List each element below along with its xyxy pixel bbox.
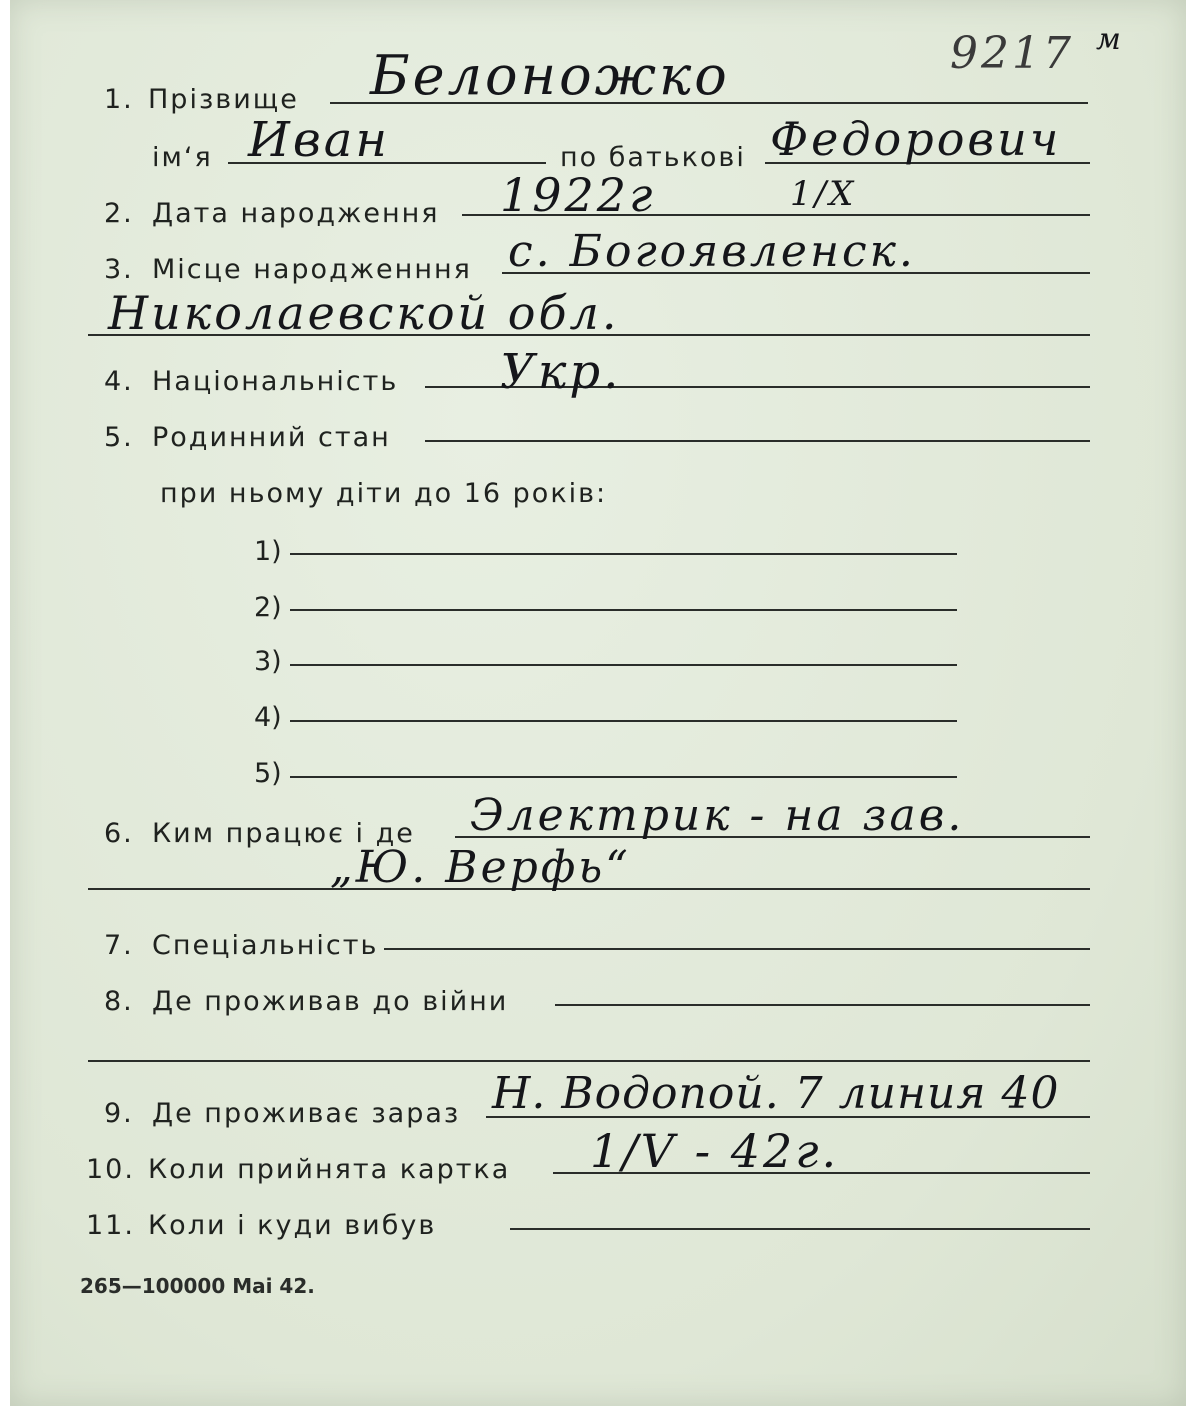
departure-line <box>510 1228 1090 1230</box>
field-number-10: 10. <box>86 1154 135 1185</box>
field-number-7: 7. <box>104 930 134 961</box>
patronymic-value[interactable]: Федорович <box>770 112 1062 166</box>
corner-suffix: м <box>1096 22 1124 57</box>
marital-status-line <box>425 440 1090 442</box>
birth-place-label: Місце народженння <box>152 254 472 285</box>
child-slot-label: 2) <box>254 592 282 623</box>
child-slot-label: 4) <box>254 702 282 733</box>
first-name-value[interactable]: Иван <box>248 112 391 168</box>
card-accepted-value[interactable]: 1/V - 42г. <box>590 1124 840 1178</box>
departure-label: Коли і куди вибув <box>148 1210 437 1241</box>
current-residence-label: Де проживає зараз <box>152 1098 461 1129</box>
nationality-value[interactable]: Укр. <box>500 344 622 400</box>
first-name-label: ім‘я <box>152 142 213 173</box>
specialty-label: Спеціальність <box>152 930 379 961</box>
child-slot-line[interactable] <box>290 776 957 778</box>
birth-year-value[interactable]: 1922г <box>500 168 656 222</box>
birth-place-value[interactable]: с. Богоявленск. <box>508 226 916 277</box>
work-value[interactable]: Электрик - на зав. <box>470 790 965 841</box>
patronymic-label: по батькові <box>560 142 746 173</box>
child-slot-line[interactable] <box>290 720 957 722</box>
children-heading: при ньому діти до 16 років: <box>160 478 608 509</box>
field-number-8: 8. <box>104 986 134 1017</box>
field-number-2: 2. <box>104 198 134 229</box>
field-number-6: 6. <box>104 818 134 849</box>
child-slot-label: 5) <box>254 758 282 789</box>
child-slot-label: 3) <box>254 646 282 677</box>
print-code: 265—100000 Mai 42. <box>80 1274 315 1298</box>
field-number-5: 5. <box>104 422 134 453</box>
field-number-4: 4. <box>104 366 134 397</box>
prewar-residence-label: Де проживав до війни <box>152 986 509 1017</box>
birth-day-value[interactable]: 1/Х <box>790 174 857 214</box>
prewar-residence-line <box>555 1004 1090 1006</box>
field-number-3: 3. <box>104 254 134 285</box>
marital-status-label: Родинний стан <box>152 422 391 453</box>
surname-label: Прізвище <box>148 84 299 115</box>
field-number-11: 11. <box>86 1210 135 1241</box>
field-number-1: 1. <box>104 84 134 115</box>
work-value-2[interactable]: „Ю. Верфь“ <box>330 842 631 893</box>
child-slot-line[interactable] <box>290 664 957 666</box>
card-accepted-label: Коли прийнята картка <box>148 1154 511 1185</box>
child-slot-line[interactable] <box>290 553 957 555</box>
specialty-line <box>384 948 1090 950</box>
prewar-residence-line-2 <box>88 1060 1090 1062</box>
nationality-label: Національність <box>152 366 399 397</box>
child-slot-label: 1) <box>254 536 282 567</box>
child-slot-line[interactable] <box>290 609 957 611</box>
birth-place-value-2[interactable]: Николаевской обл. <box>108 286 620 340</box>
birth-date-label: Дата народження <box>152 198 440 229</box>
field-number-9: 9. <box>104 1098 134 1129</box>
surname-value[interactable]: Белоножко <box>370 44 730 107</box>
corner-number: 9217 <box>950 28 1074 79</box>
current-residence-value[interactable]: Н. Водопой. 7 линия 40 <box>492 1068 1060 1119</box>
work-label: Ким працює і де <box>152 818 415 849</box>
